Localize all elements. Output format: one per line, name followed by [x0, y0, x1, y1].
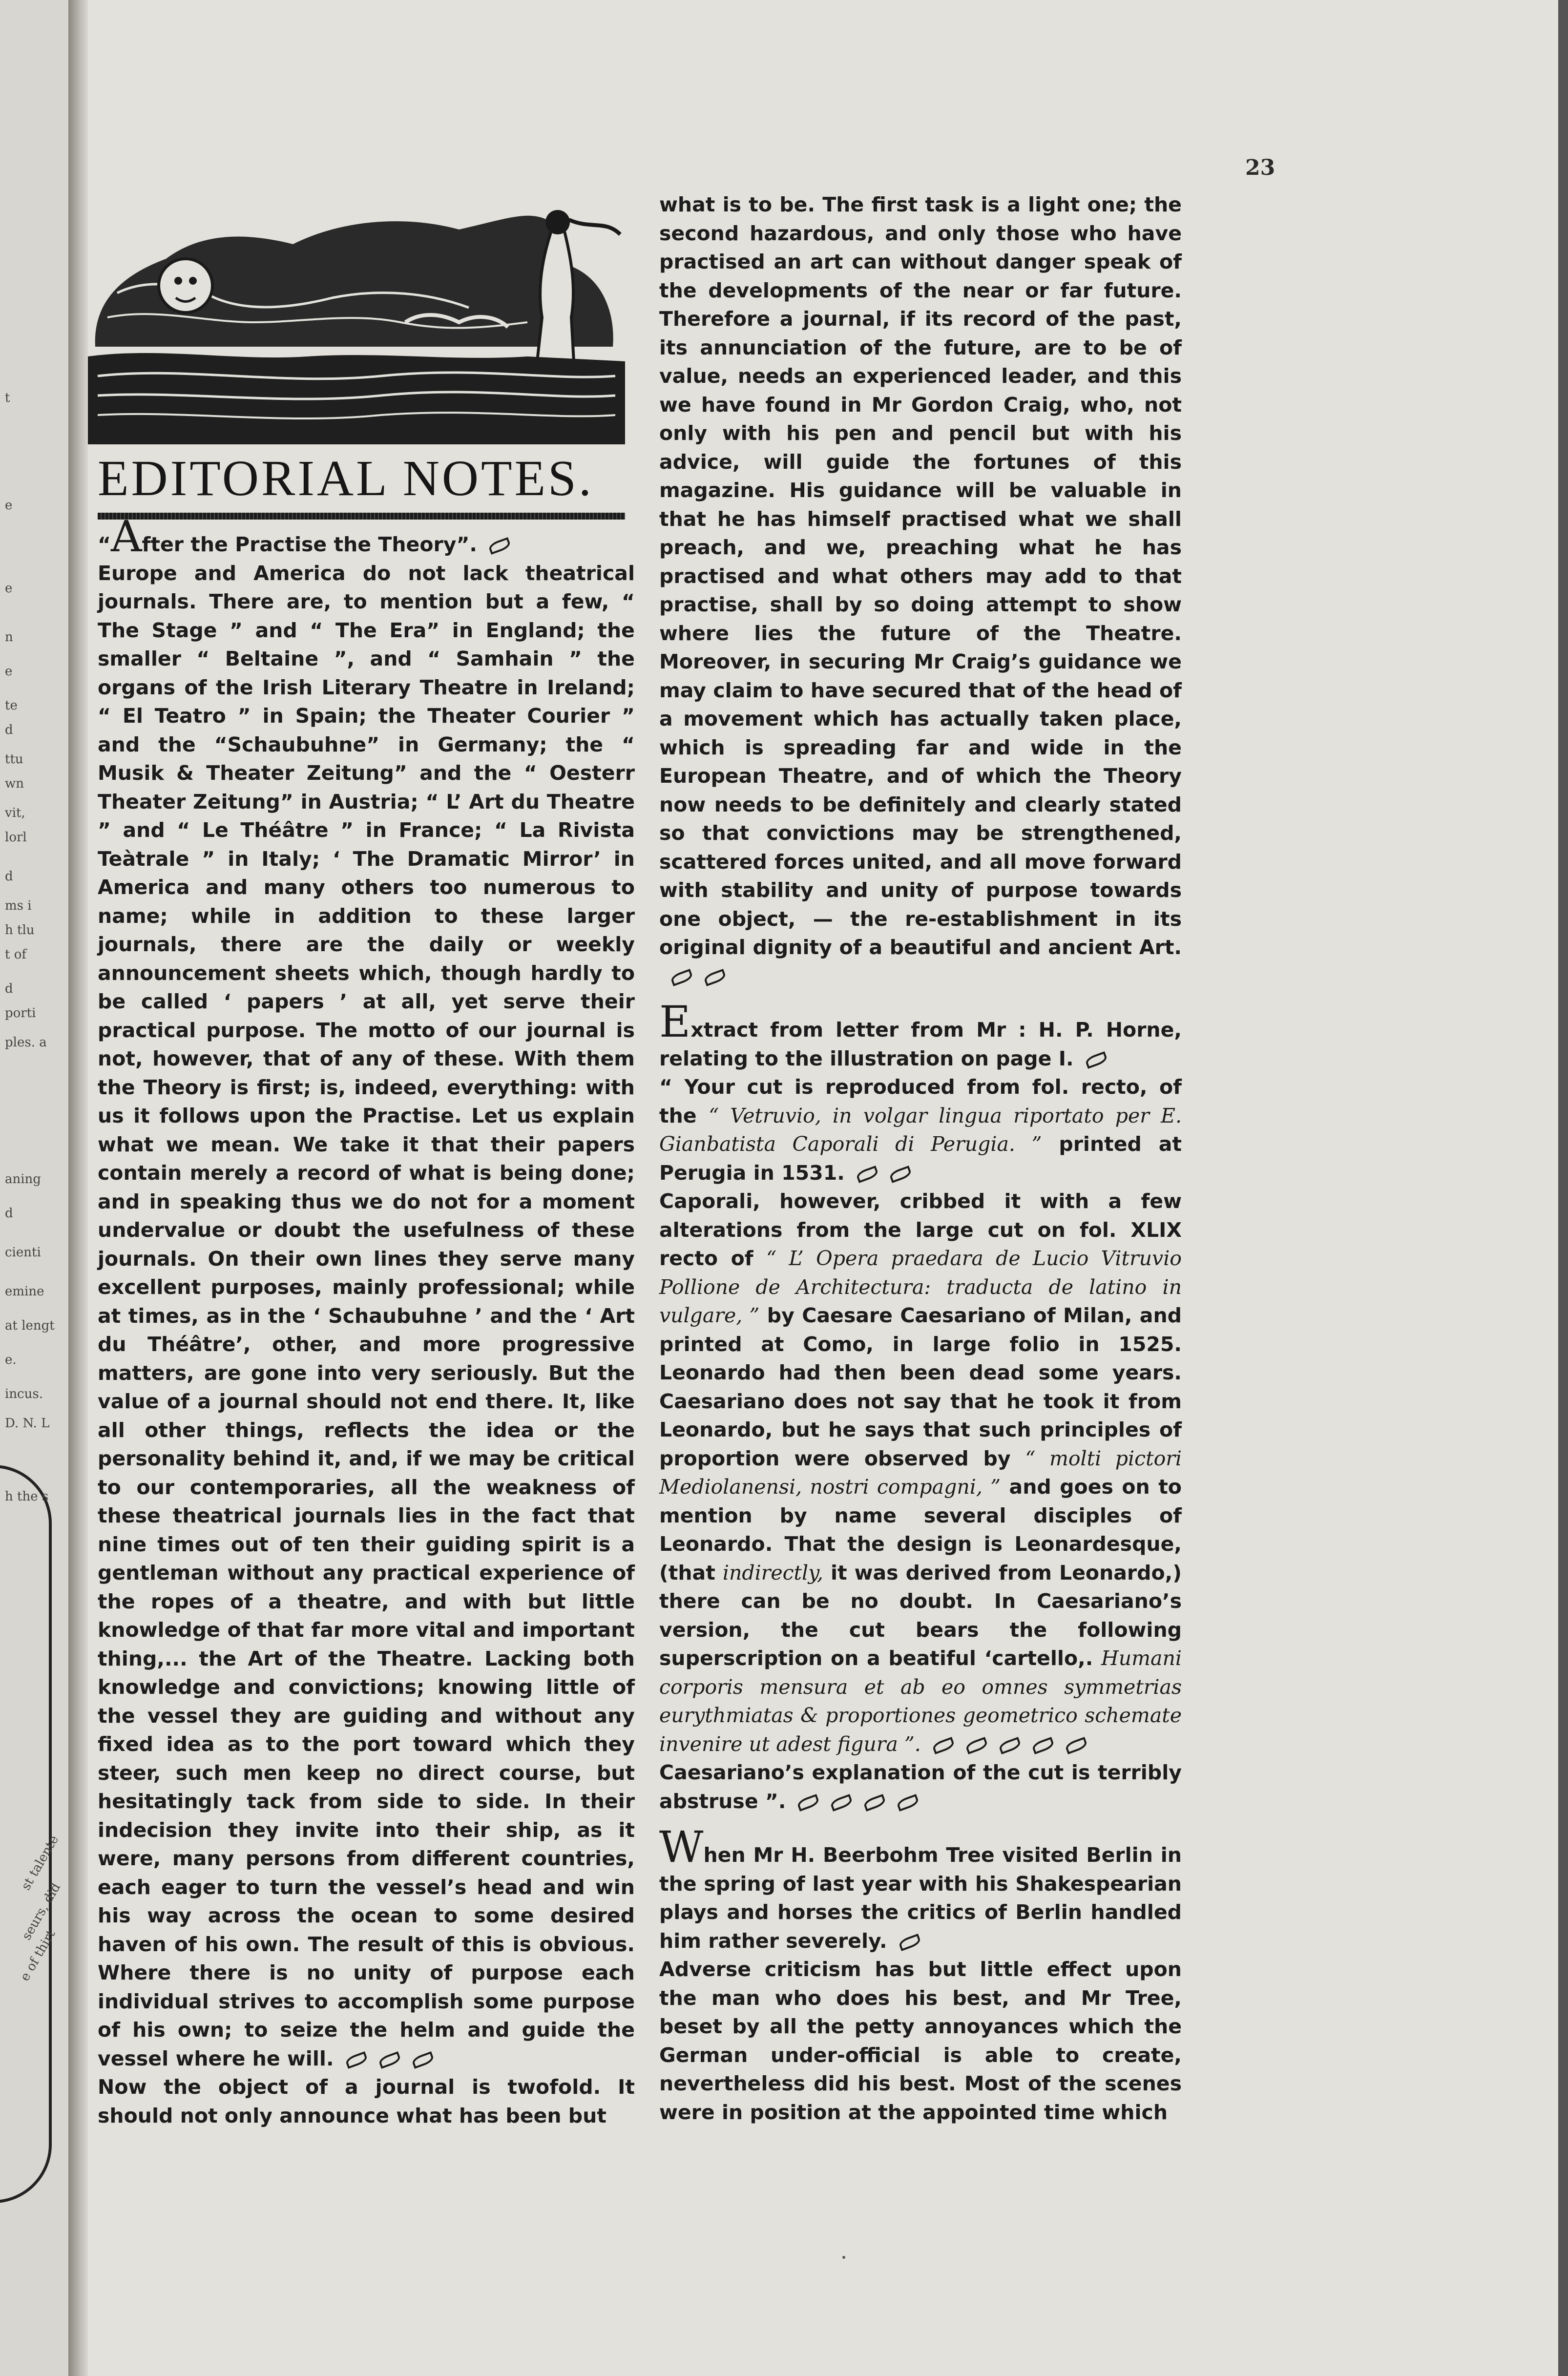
facing-page-fragment: at lengt — [5, 1318, 55, 1333]
facing-page-fragment: ttu — [5, 752, 23, 767]
leaf-ornament-icon — [896, 1794, 920, 1812]
drop-cap-w: W — [659, 1822, 704, 1872]
leaf-ornament-icon — [888, 1166, 912, 1183]
leaf-ornament-icon — [377, 2051, 401, 2069]
paragraph-object-start: Now the object of a journal is twofold. It should not only announce what has been but — [98, 2075, 635, 2127]
facing-page-fragment: seurs, did — [19, 1880, 64, 1943]
book-gutter — [68, 0, 88, 2376]
horne-letter-caesariano: Caporali, however, cribbed it with a few alterations from the large cut on fol. XLIX recto of “ L’ Opera praedara de Lucio Vitruvio Pollione de Architectura: traducta de latino in vulgare, ” by Caesare Caesariano of Milan, and printed at Como, in large folio in 1525. Leonardo had then been dead some years. Caesariano does not say that he took it from Leonardo, but he says that such principles of proportion were observed by “ molti pictori Mediolanensi, nostri compagni, ” and goes on to mention by name several disciples of Leonardo. That the design is Leonardesque, (that indirectly, it was derived from Leonardo,) there can be no doubt. In Caesariano’s version, the cut bears the following superscription on a beatiful ‘cartello,. Humani corporis mensura et ab eo omnes symmetrias eurythmiatas & proportiones geometrico schemate invenire ut adest figura ”. — [659, 1189, 1182, 1756]
leaf-ornament-icon — [830, 1794, 854, 1812]
facing-page-fragment: e — [5, 664, 13, 679]
leaf-ornament-icon — [863, 1794, 887, 1812]
facing-page-fragment: e. — [5, 1353, 17, 1367]
leaf-ornament-icon — [898, 1934, 921, 1951]
facing-page-fragment: t of — [5, 947, 26, 962]
leaf-ornament-icon — [703, 969, 727, 986]
facing-page-fragment: n — [5, 630, 13, 645]
facing-page-fragment: ms i — [5, 898, 32, 913]
facing-page-fragment: te — [5, 698, 18, 713]
leaf-ornament-icon — [1064, 1737, 1088, 1754]
opening-quote: “ — [98, 533, 111, 556]
leaf-ornament-icon — [670, 969, 694, 986]
facing-page-fragment: e — [5, 498, 13, 513]
facing-page-fragment: ples. a — [5, 1035, 47, 1050]
opening-line — [98, 511, 635, 562]
facing-page-fragment: h the s — [5, 1489, 49, 1504]
facing-page-border-curve — [0, 1465, 52, 2203]
leaf-ornament-icon — [855, 1166, 879, 1183]
facing-page-fragment: cienti — [5, 1245, 41, 1260]
facing-page-fragment: porti — [5, 1006, 36, 1021]
horne-letter-closing: Caesariano’s explanation of the cut is terribly abstruse ”. — [659, 1761, 1182, 1813]
facing-page-fragment: st talente — [19, 1833, 62, 1893]
paragraph-journals: Europe and America do not lack theatrical journals. There are, to mention but a few, “ The Stage ” and “ The Era” in England; the smaller “ Beltaine ”, and “ Samhain ” the organs of the Irish Literary Theatre in Ireland; “ El Teatro ” in Spain; the Theater Courier ” and the “Schaubuhne” in Germany; the “ Musik & Theater Zeitung” and the “ Oesterr Theater Zeitung” in Austria; “ L’ Art du Theatre ” and “ Le Théâtre ” in France; “ La Rivista Teàtrale ” in Italy; ‘ The Dramatic Mirror’ in America and many others too numerous to name; while in addition to these larger journals, there are the daily or weekly announcement sheets which, though hardly to be called ‘ papers ’ at all, yet serve their practical purpose. The motto of our journal is not, however, that of any of these. With them the Theory is first; is, indeed, everything: with us it follows upon the Practise. Let us explain what we mean. We take it that their papers contain merely a record of what is being done; and in speaking thus we do not for a moment undervalue or doubt the usefulness of these journals. On their own lines they serve many excellent purposes, mainly professional; while at times, as in the ‘ Schaubuhne ’ and the ‘ Art du Théâtre’, other, and more progressive matters, are gone into very seriously. But the value of a journal should not end there. It, like all other things, reflects the idea or the personality behind it, and, if we may be critical to our contemporaries, all the weakness of these theatrical journals lies in the fact that nine times out of ten their guiding spirit is a gentleman without any practical experience of the ropes of a theatre, and with but little knowledge of that far more vital and important thing,... the Art of the Theatre. Lacking both knowledge and convictions; knowing little of the vessel they are guiding and without any fixed idea as to the port toward which they steer, such men keep no direct course, but hesitatingly tack from side to side. In their indecision they invite into their ship, as it were, many persons from different countries, each eager to turn the vessel’s head and win his way across the ocean to some desired haven of his own. The result of this is obvious. Where there is no unity of purpose each individual strives to accomplish some purpose of his own; to seize the helm and guide the vessel where he will. — [98, 561, 635, 2070]
right-column — [659, 190, 1182, 2126]
facing-page-fragment: h tlu — [5, 923, 35, 938]
tree-body: Adverse criticism has but little effect upon the man who does his best, and Mr Tree, beset by all the petty annoyances which the German under-official is able to create, nevertheless did his best. Most of the scenes were in position at the appointed time which — [659, 1958, 1182, 2124]
leaf-ornament-icon — [488, 537, 512, 555]
horne-letter-body: “ Your cut is reproduced from fol. recto, of the “ Vetruvio, in volgar lingua riportato per E. Gianbatista Caporali di Perugia. ” printed at Perugia in 1531. — [659, 1075, 1182, 1185]
opening-heading: fter the Practise the Theory”. — [142, 533, 477, 556]
facing-page-edge — [0, 0, 68, 2376]
left-column — [98, 511, 635, 2130]
tree-intro: When Mr H. Beerbohm Tree visited Berlin in the spring of last year with his Shakespearian plays and horses the critics of Berlin handled him rather severely. — [659, 1822, 1182, 1953]
facing-page-fragment: D. N. L — [5, 1416, 50, 1431]
drop-cap-a: A — [110, 511, 142, 562]
title-rule — [98, 513, 625, 520]
horne-letter-intro: Extract from letter from Mr : H. P. Horne, relating to the illustration on page I. — [659, 997, 1182, 1070]
leaf-ornament-icon — [344, 2051, 368, 2069]
leaf-ornament-icon — [411, 2051, 435, 2069]
leaf-ornament-icon — [964, 1737, 988, 1754]
page-number: 23 — [1245, 155, 1275, 180]
leaf-ornament-icon — [1084, 1051, 1108, 1069]
leaf-ornament-icon — [796, 1794, 820, 1812]
facing-page-fragment: wn — [5, 776, 24, 791]
facing-page-fragment: d — [5, 723, 13, 737]
facing-page-fragment: e — [5, 581, 13, 596]
leaf-ornament-icon — [931, 1737, 955, 1754]
leaf-ornament-icon — [998, 1737, 1022, 1754]
facing-page-fragment: incus. — [5, 1387, 43, 1401]
facing-page-fragment: t — [5, 391, 10, 405]
paper-speck — [842, 2256, 845, 2259]
facing-page-fragment: lorl — [5, 830, 27, 845]
woodcut-illustration — [88, 200, 625, 444]
page-title: EDITORIAL NOTES. — [98, 450, 594, 506]
facing-page-fragment: d — [5, 981, 13, 996]
facing-page-fragment: aning — [5, 1172, 41, 1187]
drop-cap-e: E — [659, 997, 691, 1047]
facing-page-fragment: e of thirt — [17, 1927, 59, 1984]
facing-page-fragment: d — [5, 1206, 13, 1221]
facing-page-fragment: d — [5, 869, 13, 884]
paragraph-object-end: what is to be. The first task is a light one; the second hazardous, and only those who have practised an art can without danger speak of the developments of the near or far future. Therefore a journal, if its record of the past, its annunciation of the future, are to be of value, needs an experienced leader, and this we have found in Mr Gordon Craig, who, not only with his pen and pencil but with his advice, will guide the fortunes of this magazine. His guidance will be valuable in that he has himself practised what we shall preach, and we, preaching what he has practised and what others may add to that practise, shall by so doing attempt to show where lies the future of the Theatre. Moreover, in securing Mr Craig’s guidance we may claim to have secured that of the head of a movement which has actually taken place, which is spreading far and wide in the European Theatre, and of which the Theory now needs to be definitely and clearly stated so that convictions may be strengthened, scattered forces united, and all move forward with stability and unity of purpose towards one object, — the re-establishment in its original dignity of a beautiful and ancient Art. — [659, 190, 1182, 990]
magazine-page — [88, 0, 1558, 2376]
leaf-ornament-icon — [1031, 1737, 1055, 1754]
facing-page-fragment: emine — [5, 1284, 44, 1299]
facing-page-fragment: vit, — [5, 806, 25, 820]
